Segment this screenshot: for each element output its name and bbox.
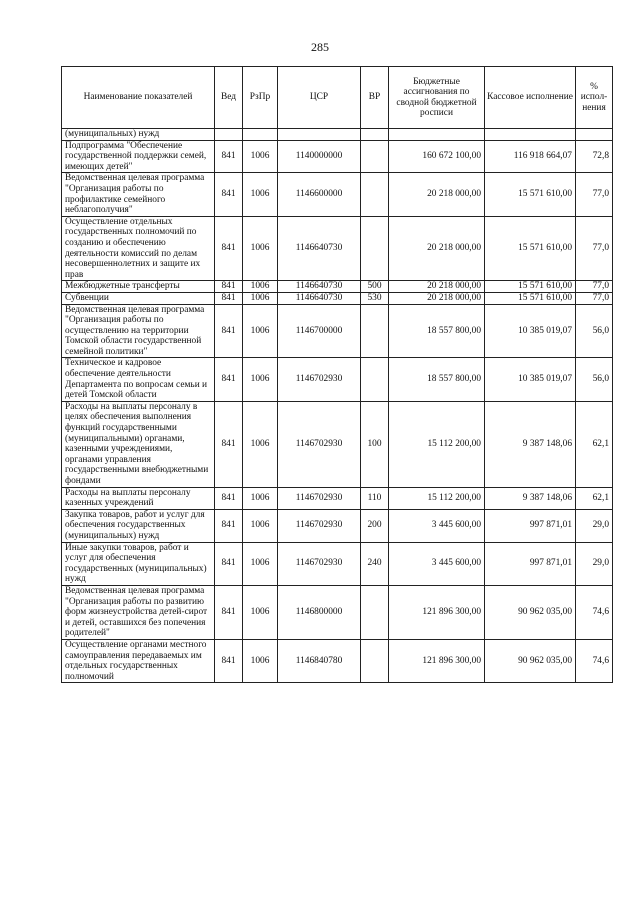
cell-budget: 3 445 600,00	[389, 509, 485, 542]
budget-table	[61, 66, 613, 683]
cell-csr: 1146640730	[278, 281, 361, 293]
cell-percent: 56,0	[576, 358, 613, 401]
header-ved: Вед	[215, 67, 243, 129]
cell-csr: 1146800000	[278, 585, 361, 639]
header-rzpr: РзПр	[243, 67, 278, 129]
cell-vr	[361, 304, 389, 358]
cell-cash: 997 871,01	[485, 542, 576, 585]
table-row	[62, 292, 613, 304]
cell-ved: 841	[215, 542, 243, 585]
cell-ved: 841	[215, 304, 243, 358]
cell-ved: 841	[215, 140, 243, 173]
cell-name: Ведомственная целевая программа "Организация работы по профилактике семейного неблагополучия"	[62, 173, 215, 216]
cell-rzpr: 1006	[243, 216, 278, 281]
cell-name: Субвенции	[62, 292, 215, 304]
table-row	[62, 401, 613, 487]
table-row	[62, 358, 613, 401]
cell-percent: 77,0	[576, 292, 613, 304]
cell-name: Расходы на выплаты персоналу в целях обеспечения выполнения функций государственными (муниципальными) органами, казенными учреждениями, органами управления государственными внебюджетными фондами	[62, 401, 215, 487]
table-row	[62, 216, 613, 281]
cell-ved: 841	[215, 487, 243, 509]
cell-vr	[361, 585, 389, 639]
cell-rzpr: 1006	[243, 358, 278, 401]
cell-ved: 841	[215, 401, 243, 487]
cell-rzpr: 1006	[243, 292, 278, 304]
cell-vr	[361, 639, 389, 682]
cell-percent: 29,0	[576, 542, 613, 585]
cell-ved	[215, 129, 243, 141]
cell-budget: 15 112 200,00	[389, 401, 485, 487]
table-row	[62, 304, 613, 358]
cell-percent: 62,1	[576, 401, 613, 487]
cell-ved: 841	[215, 509, 243, 542]
cell-rzpr	[243, 129, 278, 141]
cell-cash: 9 387 148,06	[485, 401, 576, 487]
cell-budget: 20 218 000,00	[389, 173, 485, 216]
cell-budget: 160 672 100,00	[389, 140, 485, 173]
cell-csr: 1146640730	[278, 216, 361, 281]
cell-csr: 1146600000	[278, 173, 361, 216]
cell-cash: 997 871,01	[485, 509, 576, 542]
cell-budget: 3 445 600,00	[389, 542, 485, 585]
cell-ved: 841	[215, 173, 243, 216]
header-budget: Бюджетные ассигнования по сводной бюджетной росписи	[389, 67, 485, 129]
cell-budget: 18 557 800,00	[389, 304, 485, 358]
cell-cash: 15 571 610,00	[485, 292, 576, 304]
cell-csr: 1140000000	[278, 140, 361, 173]
header-name: Наименование показателей	[62, 67, 215, 129]
cell-percent: 77,0	[576, 173, 613, 216]
cell-cash: 90 962 035,00	[485, 585, 576, 639]
cell-percent: 29,0	[576, 509, 613, 542]
cell-name: Подпрограмма "Обеспечение государственной поддержки семей, имеющих детей"	[62, 140, 215, 173]
cell-budget: 15 112 200,00	[389, 487, 485, 509]
cell-percent: 77,0	[576, 281, 613, 293]
cell-cash: 15 571 610,00	[485, 281, 576, 293]
cell-name: Межбюджетные трансферты	[62, 281, 215, 293]
cell-name: (муниципальных) нужд	[62, 129, 215, 141]
cell-cash: 15 571 610,00	[485, 173, 576, 216]
header-vr: ВР	[361, 67, 389, 129]
cell-csr: 1146702930	[278, 509, 361, 542]
cell-cash: 15 571 610,00	[485, 216, 576, 281]
cell-percent: 72,8	[576, 140, 613, 173]
cell-rzpr: 1006	[243, 585, 278, 639]
cell-budget: 121 896 300,00	[389, 585, 485, 639]
cell-vr: 110	[361, 487, 389, 509]
cell-rzpr: 1006	[243, 140, 278, 173]
cell-budget	[389, 129, 485, 141]
cell-vr	[361, 140, 389, 173]
header-cash: Кассовое исполнение	[485, 67, 576, 129]
cell-vr	[361, 129, 389, 141]
table-row	[62, 639, 613, 682]
table-row	[62, 585, 613, 639]
cell-rzpr: 1006	[243, 304, 278, 358]
table-row	[62, 173, 613, 216]
cell-csr: 1146640730	[278, 292, 361, 304]
cell-cash: 10 385 019,07	[485, 358, 576, 401]
cell-cash: 9 387 148,06	[485, 487, 576, 509]
cell-ved: 841	[215, 358, 243, 401]
cell-ved: 841	[215, 639, 243, 682]
table-header-row	[62, 67, 613, 129]
cell-name: Закупка товаров, работ и услуг для обеспечения государственных (муниципальных) нужд	[62, 509, 215, 542]
cell-rzpr: 1006	[243, 173, 278, 216]
cell-rzpr: 1006	[243, 509, 278, 542]
cell-ved: 841	[215, 216, 243, 281]
table-row	[62, 509, 613, 542]
cell-vr: 100	[361, 401, 389, 487]
header-percent: % испол-нения	[576, 67, 613, 129]
cell-name: Ведомственная целевая программа "Организация работы по осуществлению на территории Томской области государственной семейной политики"	[62, 304, 215, 358]
header-csr: ЦСР	[278, 67, 361, 129]
cell-vr	[361, 173, 389, 216]
cell-cash: 90 962 035,00	[485, 639, 576, 682]
cell-vr: 500	[361, 281, 389, 293]
cell-percent	[576, 129, 613, 141]
table-row	[62, 129, 613, 141]
table-row	[62, 281, 613, 293]
cell-rzpr: 1006	[243, 542, 278, 585]
cell-budget: 20 218 000,00	[389, 216, 485, 281]
cell-csr	[278, 129, 361, 141]
table-row	[62, 487, 613, 509]
cell-rzpr: 1006	[243, 639, 278, 682]
cell-cash	[485, 129, 576, 141]
table-row	[62, 140, 613, 173]
cell-percent: 62,1	[576, 487, 613, 509]
cell-name: Техническое и кадровое обеспечение деятельности Департамента по вопросам семьи и детей Томской области	[62, 358, 215, 401]
cell-name: Расходы на выплаты персоналу казенных учреждений	[62, 487, 215, 509]
cell-rzpr: 1006	[243, 487, 278, 509]
cell-csr: 1146840780	[278, 639, 361, 682]
cell-vr: 200	[361, 509, 389, 542]
cell-vr	[361, 358, 389, 401]
cell-name: Иные закупки товаров, работ и услуг для обеспечения государственных (муниципальных) нужд	[62, 542, 215, 585]
cell-percent: 74,6	[576, 639, 613, 682]
cell-csr: 1146702930	[278, 542, 361, 585]
table-body	[62, 129, 613, 683]
cell-rzpr: 1006	[243, 281, 278, 293]
cell-name: Осуществление органами местного самоуправления передаваемых им отдельных государственных полномочий	[62, 639, 215, 682]
cell-budget: 121 896 300,00	[389, 639, 485, 682]
cell-cash: 116 918 664,07	[485, 140, 576, 173]
cell-ved: 841	[215, 292, 243, 304]
cell-ved: 841	[215, 585, 243, 639]
cell-percent: 74,6	[576, 585, 613, 639]
cell-csr: 1146702930	[278, 358, 361, 401]
cell-csr: 1146702930	[278, 401, 361, 487]
cell-percent: 77,0	[576, 216, 613, 281]
cell-ved: 841	[215, 281, 243, 293]
cell-vr: 240	[361, 542, 389, 585]
cell-csr: 1146702930	[278, 487, 361, 509]
cell-budget: 20 218 000,00	[389, 292, 485, 304]
cell-budget: 18 557 800,00	[389, 358, 485, 401]
cell-vr	[361, 216, 389, 281]
page-number: 285	[311, 40, 329, 54]
cell-budget: 20 218 000,00	[389, 281, 485, 293]
cell-name: Ведомственная целевая программа "Организация работы по развитию форм жизнеустройства детей-сирот и детей, оставшихся без попечения родителей"	[62, 585, 215, 639]
cell-rzpr: 1006	[243, 401, 278, 487]
cell-vr: 530	[361, 292, 389, 304]
cell-percent: 56,0	[576, 304, 613, 358]
cell-name: Осуществление отдельных государственных полномочий по созданию и обеспечению деятельности комиссий по делам несовершеннолетних и защите их прав	[62, 216, 215, 281]
table-row	[62, 542, 613, 585]
cell-cash: 10 385 019,07	[485, 304, 576, 358]
cell-csr: 1146700000	[278, 304, 361, 358]
